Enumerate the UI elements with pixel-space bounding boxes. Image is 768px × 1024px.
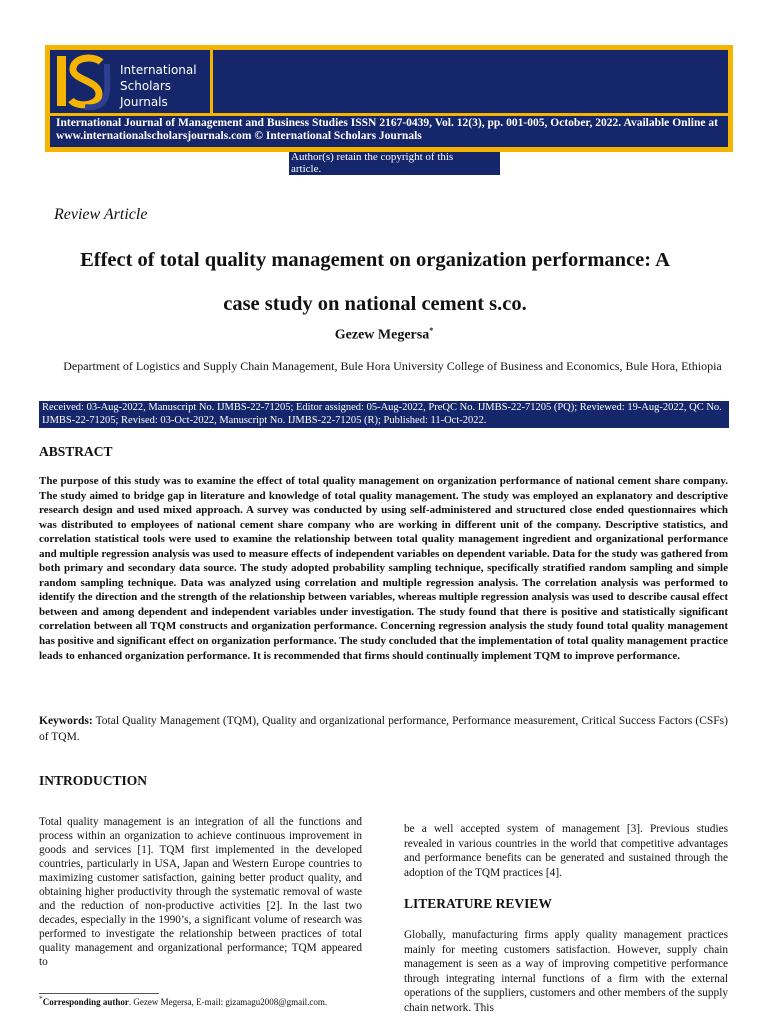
isj-logo-icon: [55, 54, 113, 110]
copyright-text: Author(s) retain the copyright of this article.: [291, 151, 454, 175]
logo-line: International: [120, 63, 197, 77]
abstract-heading: ABSTRACT: [39, 444, 113, 459]
journal-logo-text: [120, 62, 197, 110]
author-name: [0, 326, 768, 344]
corresponding-author-footnote: [39, 994, 327, 1007]
article-dates: Received: 03-Aug-2022, Manuscript No. IJMBS-22-71205; Editor assigned: 05-Aug-2022, PreQC No. IJMBS-22-71205 (PQ); Reviewed: 19-Aug-2022, QC No. IJMBS-22-71205; Revised: 03-Oct-2022, Manuscript No. IJMBS-22-71205 (R); Published: 11-Oct-2022.: [42, 402, 722, 426]
logo-line: Scholars: [120, 79, 172, 93]
introduction-paragraph: Total quality management is an integration of all the functions and process within an organization to achieve continuous improvement in goods and services [1]. TQM first implemented in the developed countries, particularly in USA, Japan and Western Europe countries to maximizing customer satisfaction, gaining better product quality, and obtaining higher productivity through the systematic removal of waste and the reduction of non-productive activities [2]. In the last two decades, especially in the 1990’s, a significant volume of research was performed to investigate the relationship between practices of total quality management and organizational performance; TQM appeared to: [39, 816, 362, 968]
keywords-text: Total Quality Management (TQM), Quality and organizational performance, Performance measurement, Critical Success Factors (CSFs) of TQM.: [39, 715, 728, 743]
article-title: [40, 238, 710, 326]
literature-review-paragraph: Globally, manufacturing firms apply quality management practices mainly for meeting customers satisfaction. However, supply chain management is seen as a way of improving competitive performance through integrating internal functions of a firm with the external operations of the suppliers, customers and other members of the supply chain network. This: [404, 929, 728, 1014]
footnote-label: Corresponding author: [42, 997, 129, 1007]
keywords: [39, 713, 728, 745]
title-line: Effect of total quality management on organization performance: A: [80, 249, 670, 271]
footnote-text: . Gezew Megersa, E-mail: gizamagu2008@gmail.com.: [128, 997, 328, 1007]
introduction-heading: INTRODUCTION: [39, 773, 148, 788]
logo-line: Journals: [120, 95, 168, 109]
footnote-mark: *: [39, 994, 43, 1003]
abstract-text: The purpose of this study was to examine the effect of total quality management on organization performance of national cement share company. The study aimed to bridge gap in literature and knowledge of total quality management. The study was employed an explanatory and descriptive research design and used mixed approach. A survey was conducted by using self-administered and structured close ended questionnaires which was distributed to employees of national cement share company who are working in different unit of the company. Descriptive statistics, and correlation statistical tools were used to examine the relationship between total quality management ingredient and organizational performance and multiple regression analysis was used to measure effects of independent variables on dependent variable. Data for the study was gathered from both primary and secondary data source. The study adopted probability sampling technique, specifically stratified random sampling and simple random sampling technique. Data was analyzed using correlation and multiple regression analysis. The correlation analysis was performed to identify the direction and the strength of the relationship between variables, whereas multiple regression analysis was used to describe causal effect between and among dependent and independent variables under investigation. The study found that there is positive and statistically significant correlation between all TQM constructs and organization performance. Concerning regression analysis the study found total quality management has positive and significant effect on organization performance. The study concluded that the implementation of total quality management practice leads to enhanced organization performance. It is recommended that firms should continually implement TQM to improve performance.: [39, 475, 728, 662]
title-line: case study on national cement s.co.: [223, 293, 527, 315]
literature-review-heading: LITERATURE REVIEW: [404, 896, 552, 911]
article-type: Review Article: [54, 206, 148, 223]
copyright-note: [289, 152, 500, 175]
author-footnote-mark: *: [429, 326, 434, 335]
author-affiliation: Department of Logistics and Supply Chain Management, Bule Hora University College of Business and Economics, Bule Hora, Ethiopia: [63, 359, 722, 373]
introduction-continuation: be a well accepted system of management [3]. Previous studies revealed in various countries in the world that competitive advantages and performance benefits can be generated and sustained through the adoption of the TQM practices [4].: [404, 823, 728, 879]
journal-citation: International Journal of Management and Business Studies ISSN 2167-0439, Vol. 12(3), pp. 001-005, October, 2022. Available Online at www.internationalscholarsjournals.com © International Scholars Journals: [56, 117, 718, 142]
author-text: Gezew Megersa: [334, 327, 430, 343]
keywords-label: Keywords:: [39, 715, 93, 727]
